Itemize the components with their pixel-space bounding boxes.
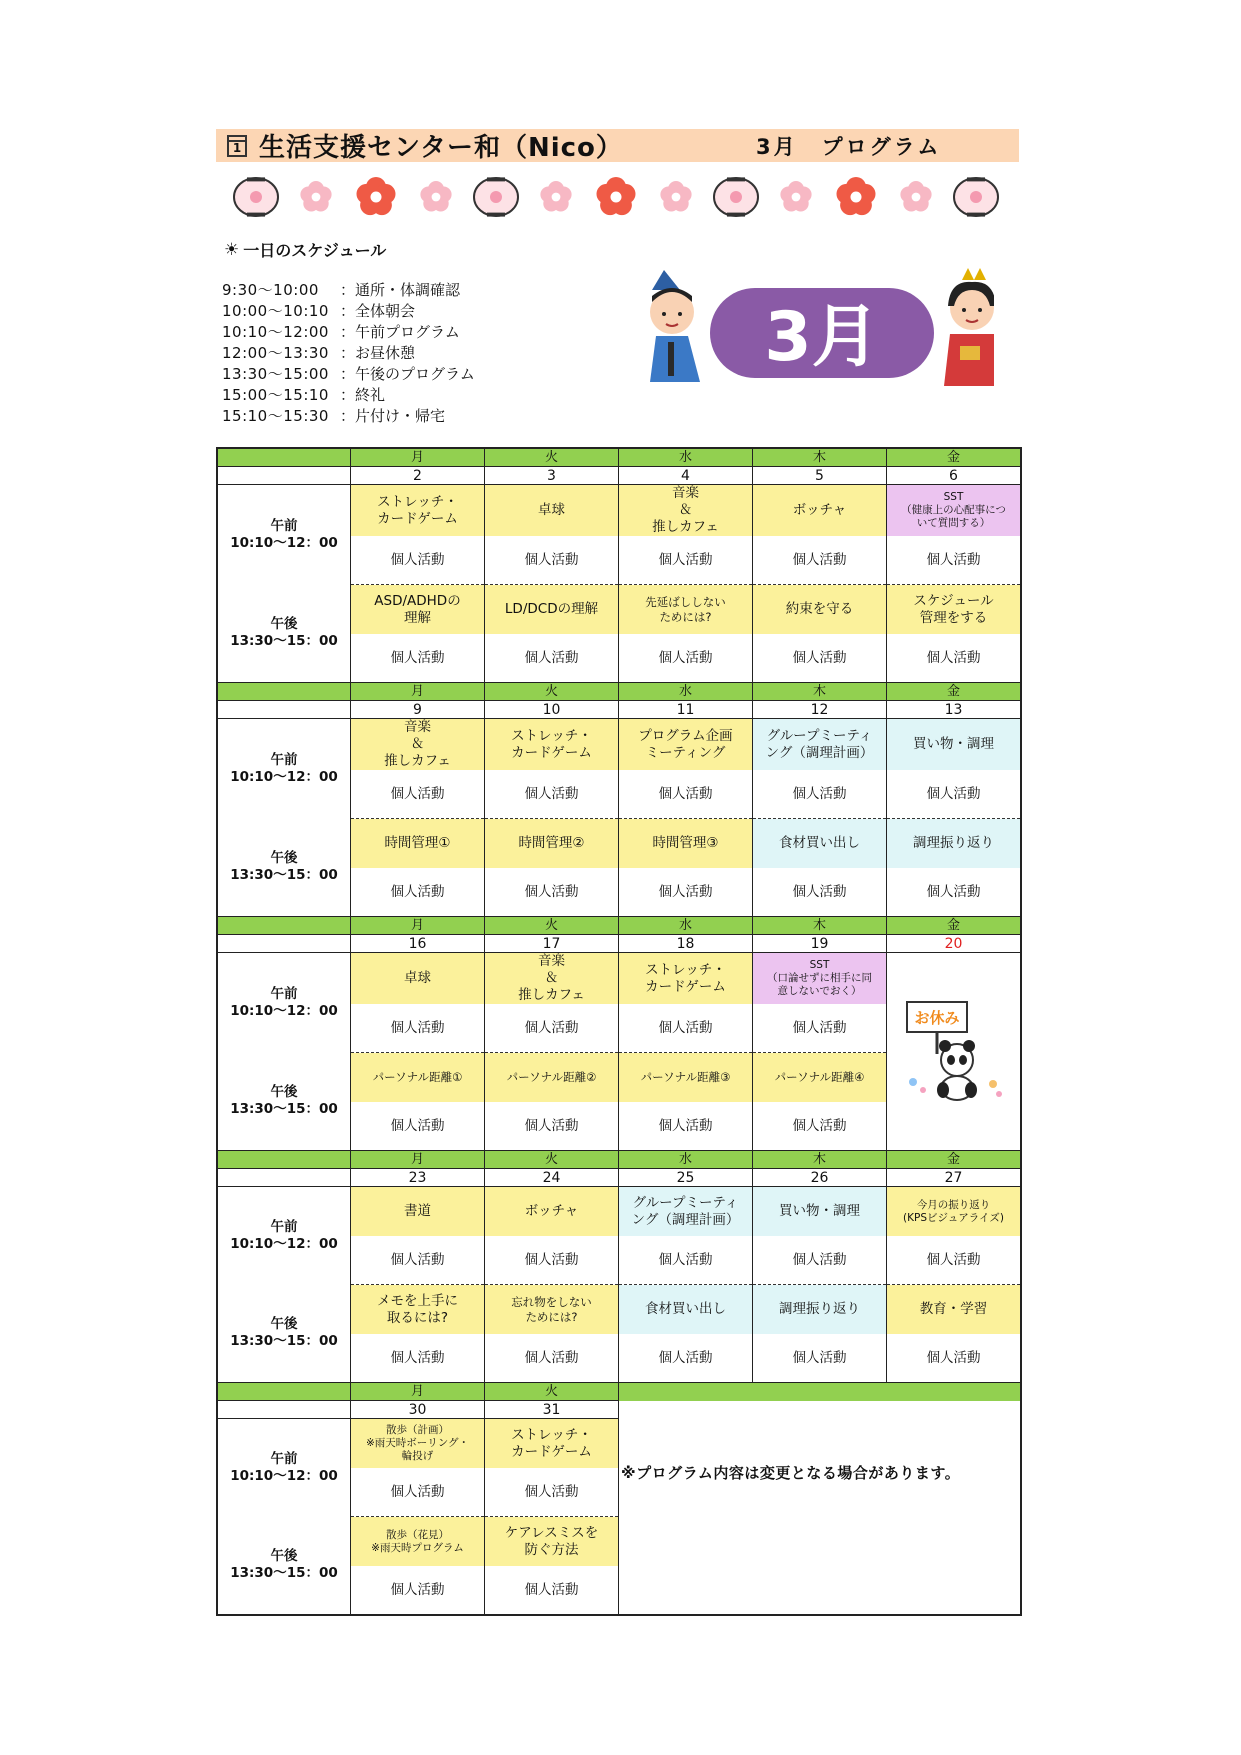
hina-dolls-illustration [650, 262, 994, 388]
date-cell: 30 [351, 1401, 485, 1419]
schedule-heading: ☀ 一日のスケジュール [224, 239, 387, 260]
banner-text: 3月 [764, 298, 880, 377]
program-cell [753, 1053, 887, 1103]
program-text: カードゲーム [511, 744, 592, 761]
individual-activity-cell: 個人活動 [485, 770, 619, 819]
program-text: 音楽 [538, 953, 565, 969]
program-cell [619, 953, 753, 1005]
program-text: 推しカフェ [652, 519, 719, 535]
individual-activity-cell: 個人活動 [485, 1004, 619, 1053]
program-cell [351, 1285, 485, 1335]
program-cell [753, 953, 887, 1005]
decoration-border [226, 172, 1006, 222]
program-text: 卓球 [404, 970, 431, 986]
period-name: 午後 [270, 850, 298, 867]
program-text: (KPSビジュアライズ) [903, 1211, 1004, 1224]
program-text: カードゲーム [645, 978, 726, 995]
am-time-label [217, 953, 351, 1053]
program-text: 理解 [404, 609, 431, 626]
weekday-header: 木 [753, 448, 887, 467]
weekday-header: 火 [485, 917, 619, 935]
individual-activity-cell: 個人活動 [485, 1566, 619, 1615]
period-time: 10:10～12：00 [230, 1235, 338, 1252]
program-text: 時間管理① [384, 835, 451, 851]
period-name: 午後 [270, 1548, 298, 1565]
svg-text:お休み: お休み [913, 1009, 960, 1027]
program-cell [351, 1187, 485, 1237]
emperor-doll-icon [650, 270, 700, 382]
individual-activity-cell: 個人活動 [753, 634, 887, 683]
program-text: ケアレスミスを [504, 1524, 599, 1541]
program-cell [619, 1285, 753, 1335]
weekday-header: 木 [753, 1151, 887, 1169]
individual-activity-cell: 個人活動 [619, 770, 753, 819]
individual-activity-cell: 個人活動 [619, 1004, 753, 1053]
program-cell [753, 485, 887, 537]
program-text: ング（調理計画） [765, 744, 874, 761]
program-cell [619, 719, 753, 771]
empress-doll-icon [944, 268, 994, 386]
individual-activity-cell: 個人活動 [485, 868, 619, 917]
period-name: 午後 [270, 616, 298, 633]
schedule-item [222, 385, 475, 406]
date-cell: 3 [485, 467, 619, 485]
program-text: 食材買い出し [645, 1301, 726, 1317]
date-cell: 9 [351, 701, 485, 719]
program-cell [485, 1187, 619, 1237]
panda-holiday-icon [899, 994, 1009, 1104]
individual-activity-cell: 個人活動 [619, 1102, 753, 1151]
individual-activity-cell: 個人活動 [351, 1566, 485, 1615]
program-cell [619, 1053, 753, 1103]
weekday-header: 月 [351, 1151, 485, 1169]
program-text: カードゲーム [511, 1443, 592, 1460]
program-text: ※雨天時プログラム [371, 1541, 464, 1554]
am-time-label [217, 485, 351, 585]
program-calendar [216, 447, 1022, 1616]
program-text: （健康上の心配事につ [901, 504, 1006, 516]
weekday-header: 火 [485, 1383, 619, 1401]
individual-activity-cell: 個人活動 [351, 1236, 485, 1285]
program-text: LD/DCDの理解 [504, 601, 599, 617]
program-text: ※雨天時ボーリング・ [365, 1437, 470, 1449]
pm-time-label [217, 1517, 351, 1616]
schedule-item [222, 280, 475, 301]
program-text: 教育・学習 [919, 1301, 988, 1317]
program-cell [887, 1187, 1022, 1237]
program-text: ＆ [544, 970, 559, 986]
schedule-desc: ：午後のプログラム [340, 365, 475, 383]
program-cell [485, 719, 619, 771]
period-time: 13:30～15：00 [230, 867, 338, 884]
weekday-header: 金 [887, 448, 1022, 467]
individual-activity-cell: 個人活動 [887, 1236, 1022, 1285]
pm-time-label [217, 819, 351, 917]
program-text: グループミーティ [632, 1194, 739, 1211]
program-text: 音楽 [672, 485, 699, 501]
date-cell: 25 [619, 1169, 753, 1187]
period-name: 午前 [270, 985, 298, 1002]
schedule-time: 10:10～12:00 [222, 323, 329, 341]
program-text: 書道 [404, 1203, 431, 1219]
date-cell: 4 [619, 467, 753, 485]
program-text: ASD/ADHDの [374, 592, 461, 609]
page-title: 生活支援センター和（Nico） [259, 133, 623, 163]
program-text: メモを上手に [377, 1292, 458, 1309]
program-cell [351, 819, 485, 869]
program-text: 意しないでおく） [777, 985, 862, 997]
lantern-icon [474, 177, 518, 216]
individual-activity-cell: 個人活動 [753, 536, 887, 585]
date-cell: 13 [887, 701, 1022, 719]
program-cell [619, 485, 753, 537]
schedule-time: 10:00～10:10 [222, 302, 329, 320]
individual-activity-cell: 個人活動 [887, 634, 1022, 683]
program-cell [485, 1053, 619, 1103]
individual-activity-cell: 個人活動 [351, 1102, 485, 1151]
individual-activity-cell: 個人活動 [887, 868, 1022, 917]
program-text: 散歩（計画） [386, 1424, 449, 1436]
program-cell [485, 1285, 619, 1335]
individual-activity-cell: 個人活動 [619, 536, 753, 585]
weekday-header: 水 [619, 448, 753, 467]
program-text: ング（調理計画） [631, 1211, 740, 1228]
weekday-header: 火 [485, 448, 619, 467]
program-cell [351, 953, 485, 1005]
program-text: パーソナル距離① [372, 1070, 463, 1084]
program-text: 時間管理③ [652, 835, 719, 851]
weekday-header: 水 [619, 917, 753, 935]
program-cell [351, 485, 485, 537]
individual-activity-cell: 個人活動 [887, 1334, 1022, 1383]
individual-activity-cell: 個人活動 [485, 1236, 619, 1285]
weekday-header: 木 [753, 917, 887, 935]
schedule-desc: ：午前プログラム [340, 323, 460, 341]
period-name: 午前 [270, 1450, 298, 1467]
individual-activity-cell: 個人活動 [753, 770, 887, 819]
weekday-header: 月 [351, 917, 485, 935]
plum-blossom-icon [900, 181, 931, 211]
date-cell: 18 [619, 935, 753, 953]
date-cell: 12 [753, 701, 887, 719]
individual-activity-cell: 個人活動 [485, 1468, 619, 1517]
weekday-header: 金 [887, 683, 1022, 701]
program-cell [753, 1285, 887, 1335]
program-text: 先延ばししない [645, 594, 726, 609]
lantern-icon [714, 177, 758, 216]
date-cell: 26 [753, 1169, 887, 1187]
program-cell [619, 585, 753, 635]
am-time-label [217, 1187, 351, 1285]
individual-activity-cell: 個人活動 [753, 868, 887, 917]
program-text: 管理をする [919, 609, 988, 626]
individual-activity-cell: 個人活動 [351, 1004, 485, 1053]
program-text: SST [809, 959, 830, 971]
individual-activity-cell: 個人活動 [351, 536, 485, 585]
date-cell: 6 [887, 467, 1022, 485]
individual-activity-cell: 個人活動 [619, 1236, 753, 1285]
program-cell [619, 1187, 753, 1237]
individual-activity-cell: 個人活動 [351, 1334, 485, 1383]
calendar-icon: 1 [227, 135, 247, 157]
program-cell [351, 585, 485, 635]
individual-activity-cell: 個人活動 [485, 1334, 619, 1383]
program-cell [887, 819, 1022, 869]
weekday-header: 金 [887, 1151, 1022, 1169]
sun-icon: ☀ [224, 239, 240, 260]
date-cell: 17 [485, 935, 619, 953]
program-text: カードゲーム [377, 510, 458, 527]
individual-activity-cell: 個人活動 [887, 536, 1022, 585]
notice-text: ※プログラム内容は変更となる場合があります。 [621, 1464, 961, 1482]
plum-blossom-icon [356, 177, 395, 215]
program-text: 散歩（花見） [386, 1528, 449, 1541]
program-text: （口論せずに相手に同 [767, 972, 872, 984]
program-text: グループミーティ [766, 727, 873, 744]
period-time: 10:10～12：00 [230, 1002, 338, 1019]
program-text: 卓球 [538, 502, 565, 518]
lantern-icon [954, 177, 998, 216]
date-cell: 23 [351, 1169, 485, 1187]
plum-blossom-icon [780, 181, 811, 211]
date-cell: 24 [485, 1169, 619, 1187]
period-time: 10:10～12：00 [230, 768, 338, 785]
program-text: 時間管理② [518, 835, 585, 851]
program-text: ＆ [410, 736, 425, 752]
program-text: ボッチャ [524, 1203, 579, 1219]
schedule-desc: ：終礼 [340, 386, 386, 404]
program-cell [351, 1419, 485, 1469]
weekday-header: 火 [485, 1151, 619, 1169]
program-cell [753, 1187, 887, 1237]
plum-blossom-icon [540, 181, 571, 211]
program-text: 防ぐ方法 [524, 1541, 579, 1558]
individual-activity-cell: 個人活動 [485, 1102, 619, 1151]
weekday-header: 月 [351, 1383, 485, 1401]
program-cell [887, 585, 1022, 635]
individual-activity-cell: 個人活動 [485, 634, 619, 683]
schedule-time: 15:00～15:10 [222, 386, 329, 404]
program-cell [351, 719, 485, 771]
program-text: 約束を守る [785, 601, 854, 617]
program-text: SST [943, 491, 964, 503]
program-text: 買い物・調理 [913, 736, 994, 752]
pm-time-label [217, 1053, 351, 1151]
program-cell [753, 585, 887, 635]
pm-time-label [217, 1285, 351, 1383]
individual-activity-cell: 個人活動 [619, 1334, 753, 1383]
plum-blossom-icon [420, 181, 451, 211]
program-text: 調理振り返り [779, 1301, 860, 1317]
weekday-header: 木 [753, 683, 887, 701]
program-text: プログラム企画 [638, 727, 733, 744]
period-time: 13:30～15：00 [230, 1101, 338, 1118]
program-text: 推しカフェ [518, 987, 585, 1003]
schedule-item [222, 322, 475, 343]
schedule-list [222, 280, 475, 427]
program-cell [753, 719, 887, 771]
program-text: ストレッチ・ [511, 727, 592, 744]
program-cell [485, 485, 619, 537]
weekday-header: 月 [351, 683, 485, 701]
date-cell: 11 [619, 701, 753, 719]
individual-activity-cell: 個人活動 [351, 868, 485, 917]
plum-blossom-icon [300, 181, 331, 211]
date-cell: 31 [485, 1401, 619, 1419]
weekday-header: 水 [619, 683, 753, 701]
program-text: 今月の振り返り [916, 1198, 991, 1211]
period-time: 13:30～15：00 [230, 1333, 338, 1350]
program-cell [485, 1419, 619, 1469]
schedule-item [222, 301, 475, 322]
individual-activity-cell: 個人活動 [753, 1334, 887, 1383]
individual-activity-cell: 個人活動 [753, 1236, 887, 1285]
schedule-desc: ：通所・体調確認 [340, 281, 461, 299]
plum-blossom-icon [836, 177, 875, 215]
program-text: パーソナル距離④ [774, 1070, 865, 1084]
period-name: 午前 [270, 517, 298, 534]
program-text: 取るには? [386, 1309, 449, 1326]
page-header [216, 129, 1019, 162]
program-text: ボッチャ [792, 502, 847, 518]
month-title: 3月 プログラム [756, 134, 942, 159]
individual-activity-cell: 個人活動 [753, 1004, 887, 1053]
period-name: 午前 [270, 1218, 298, 1235]
program-cell [485, 1517, 619, 1567]
weekday-header: 水 [619, 1151, 753, 1169]
program-text: いて質問する） [916, 517, 991, 529]
program-text: ストレッチ・ [645, 961, 726, 978]
individual-activity-cell: 個人活動 [351, 634, 485, 683]
schedule-time: 15:10～15:30 [222, 407, 329, 425]
schedule-time: 12:00～13:30 [222, 344, 329, 362]
program-text: ストレッチ・ [377, 493, 458, 510]
program-cell [485, 585, 619, 635]
program-cell [351, 1517, 485, 1567]
pm-time-label [217, 585, 351, 683]
program-text: ミーティング [645, 744, 726, 761]
schedule-item [222, 364, 475, 385]
holiday-cell [887, 953, 1022, 1151]
program-cell [887, 485, 1022, 537]
individual-activity-cell: 個人活動 [619, 634, 753, 683]
program-cell [887, 719, 1022, 771]
individual-activity-cell: 個人活動 [351, 770, 485, 819]
plum-blossom-icon [660, 181, 691, 211]
program-text: ＆ [678, 502, 693, 518]
date-cell: 27 [887, 1169, 1022, 1187]
program-cell [887, 1285, 1022, 1335]
date-cell: 10 [485, 701, 619, 719]
schedule-desc: ：片付け・帰宅 [340, 407, 446, 425]
individual-activity-cell: 個人活動 [619, 868, 753, 917]
schedule-item [222, 406, 475, 427]
schedule-desc: ：全体朝会 [340, 302, 416, 320]
program-text: ためには? [659, 609, 712, 624]
program-text: スケジュール [913, 592, 994, 609]
period-time: 10:10～12：00 [230, 1467, 338, 1484]
date-cell: 5 [753, 467, 887, 485]
schedule-desc: ：お昼休憩 [340, 344, 416, 362]
program-text: 食材買い出し [779, 835, 860, 851]
program-text: 調理振り返り [913, 835, 994, 851]
am-time-label [217, 1419, 351, 1517]
program-text: パーソナル距離② [506, 1070, 597, 1084]
program-cell [485, 953, 619, 1005]
program-text: 音楽 [404, 719, 431, 735]
period-time: 10:10～12：00 [230, 534, 338, 551]
program-cell [619, 819, 753, 869]
period-name: 午後 [270, 1084, 298, 1101]
weekday-header: 火 [485, 683, 619, 701]
lantern-icon [234, 177, 278, 216]
program-text: 忘れ物をしない [511, 1294, 592, 1309]
period-time: 13:30～15：00 [230, 1565, 338, 1582]
date-cell: 20 [887, 935, 1022, 953]
individual-activity-cell: 個人活動 [351, 1468, 485, 1517]
schedule-time: 9:30～10:00 [222, 281, 319, 299]
program-text: ストレッチ・ [511, 1426, 592, 1443]
program-text: 輪投げ [401, 1450, 434, 1462]
schedule-item [222, 343, 475, 364]
individual-activity-cell: 個人活動 [887, 770, 1022, 819]
program-text: 買い物・調理 [779, 1203, 860, 1219]
date-cell: 2 [351, 467, 485, 485]
am-time-label [217, 719, 351, 819]
program-cell [753, 819, 887, 869]
program-cell [351, 1053, 485, 1103]
program-text: ためには? [525, 1309, 578, 1324]
program-cell [485, 819, 619, 869]
date-cell: 19 [753, 935, 887, 953]
individual-activity-cell: 個人活動 [753, 1102, 887, 1151]
weekday-header: 金 [887, 917, 1022, 935]
period-time: 13:30～15：00 [230, 633, 338, 650]
period-name: 午後 [270, 1316, 298, 1333]
program-text: パーソナル距離③ [640, 1070, 731, 1084]
schedule-time: 13:30～15:00 [222, 365, 329, 383]
weekday-header: 月 [351, 448, 485, 467]
program-text: 推しカフェ [384, 753, 451, 769]
date-cell: 16 [351, 935, 485, 953]
period-name: 午前 [270, 751, 298, 768]
plum-blossom-icon [596, 177, 635, 215]
individual-activity-cell: 個人活動 [485, 536, 619, 585]
